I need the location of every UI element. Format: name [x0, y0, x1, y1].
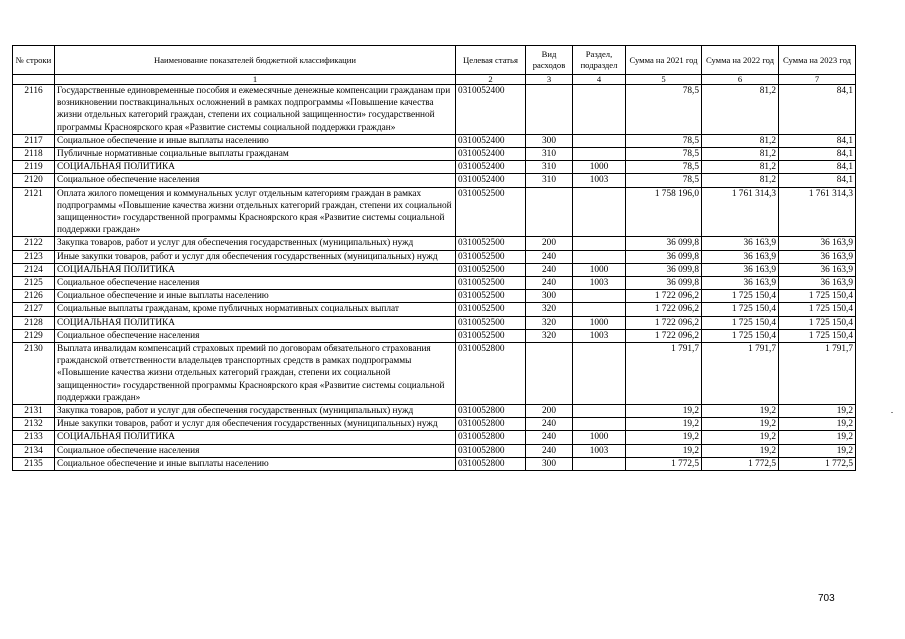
target-article: 0310052500 — [456, 277, 526, 290]
target-article: 0310052400 — [456, 174, 526, 187]
row-number: 2119 — [13, 161, 55, 174]
page-number: 703 — [818, 593, 835, 604]
expense-type: 300 — [526, 457, 573, 470]
sum-2021: 36 099,8 — [626, 277, 702, 290]
expense-type: 240 — [526, 444, 573, 457]
sum-2022: 81,2 — [702, 85, 779, 135]
section-code — [573, 187, 626, 237]
expense-type — [526, 343, 573, 405]
sum-2023: 84,1 — [779, 161, 856, 174]
target-article: 0310052500 — [456, 250, 526, 263]
header-sum-2023: Сумма на 2023 год — [779, 46, 856, 75]
expense-type: 200 — [526, 405, 573, 418]
row-number: 2123 — [13, 250, 55, 263]
sum-2021: 1 722 096,2 — [626, 329, 702, 342]
sum-2022: 81,2 — [702, 174, 779, 187]
header-expense-type: Вид расходов — [526, 46, 573, 75]
table-row — [13, 174, 856, 187]
sum-2022: 1 725 150,4 — [702, 303, 779, 316]
sum-2023: 36 163,9 — [779, 277, 856, 290]
header-sum-2021: Сумма на 2021 год — [626, 46, 702, 75]
target-article: 0310052800 — [456, 444, 526, 457]
target-article: 0310052500 — [456, 303, 526, 316]
header-indicator-name: Наименование показателей бюджетной классификации — [55, 46, 456, 75]
row-number: 2134 — [13, 444, 55, 457]
row-number: 2117 — [13, 134, 55, 147]
expense-type: 300 — [526, 290, 573, 303]
row-number: 2129 — [13, 329, 55, 342]
expense-type: 240 — [526, 431, 573, 444]
sum-2022: 19,2 — [702, 405, 779, 418]
sum-2021: 36 099,8 — [626, 237, 702, 250]
sum-2021: 1 722 096,2 — [626, 303, 702, 316]
table-row — [13, 329, 856, 342]
row-number: 2116 — [13, 85, 55, 135]
section-code — [573, 250, 626, 263]
sum-2023: 1 772,5 — [779, 457, 856, 470]
indicator-name: Закупка товаров, работ и услуг для обеспечения государственных (муниципальных) нужд — [55, 237, 456, 250]
budget-table — [12, 45, 856, 471]
column-number-blank — [13, 75, 55, 85]
indicator-name: СОЦИАЛЬНАЯ ПОЛИТИКА — [55, 161, 456, 174]
row-number: 2127 — [13, 303, 55, 316]
table-row — [13, 290, 856, 303]
target-article: 0310052800 — [456, 405, 526, 418]
target-article: 0310052500 — [456, 329, 526, 342]
sum-2022: 1 725 150,4 — [702, 316, 779, 329]
row-number: 2122 — [13, 237, 55, 250]
column-number: 1 — [55, 75, 456, 85]
section-code — [573, 290, 626, 303]
sum-2023: 1 725 150,4 — [779, 303, 856, 316]
table-row — [13, 303, 856, 316]
sum-2021: 78,5 — [626, 134, 702, 147]
sum-2022: 19,2 — [702, 431, 779, 444]
sum-2022: 36 163,9 — [702, 250, 779, 263]
indicator-name: Иные закупки товаров, работ и услуг для обеспечения государственных (муниципальных) нужд — [55, 418, 456, 431]
table-row — [13, 418, 856, 431]
header-row-number: № строки — [13, 46, 55, 75]
sum-2023: 1 725 150,4 — [779, 329, 856, 342]
sum-2022: 19,2 — [702, 444, 779, 457]
table-row — [13, 316, 856, 329]
sum-2023: 19,2 — [779, 431, 856, 444]
row-number: 2133 — [13, 431, 55, 444]
sum-2021: 78,5 — [626, 161, 702, 174]
indicator-name: Социальное обеспечение населения — [55, 174, 456, 187]
sum-2023: 1 761 314,3 — [779, 187, 856, 237]
target-article: 0310052500 — [456, 316, 526, 329]
row-number: 2118 — [13, 148, 55, 161]
target-article: 0310052500 — [456, 237, 526, 250]
sum-2021: 78,5 — [626, 174, 702, 187]
expense-type: 320 — [526, 303, 573, 316]
sum-2023: 36 163,9 — [779, 237, 856, 250]
sum-2023: 19,2 — [779, 405, 856, 418]
target-article: 0310052500 — [456, 290, 526, 303]
expense-type — [526, 85, 573, 135]
expense-type: 310 — [526, 161, 573, 174]
sum-2022: 81,2 — [702, 148, 779, 161]
sum-2022: 1 791,7 — [702, 343, 779, 405]
row-number: 2120 — [13, 174, 55, 187]
section-code: 1000 — [573, 316, 626, 329]
section-code — [573, 303, 626, 316]
sum-2021: 1 772,5 — [626, 457, 702, 470]
sum-2022: 1 772,5 — [702, 457, 779, 470]
section-code: 1003 — [573, 174, 626, 187]
indicator-name: Закупка товаров, работ и услуг для обеспечения государственных (муниципальных) нужд — [55, 405, 456, 418]
sum-2023: 84,1 — [779, 174, 856, 187]
indicator-name: Социальные выплаты гражданам, кроме публичных нормативных социальных выплат — [55, 303, 456, 316]
section-code: 1000 — [573, 161, 626, 174]
row-number: 2131 — [13, 405, 55, 418]
row-number: 2130 — [13, 343, 55, 405]
table-row — [13, 161, 856, 174]
table-row — [13, 405, 856, 418]
sum-2021: 36 099,8 — [626, 263, 702, 276]
sum-2021: 78,5 — [626, 148, 702, 161]
expense-type: 240 — [526, 263, 573, 276]
indicator-name: Социальное обеспечение и иные выплаты населению — [55, 290, 456, 303]
row-number: 2124 — [13, 263, 55, 276]
sum-2023: 19,2 — [779, 418, 856, 431]
row-number: 2128 — [13, 316, 55, 329]
section-code — [573, 405, 626, 418]
section-code — [573, 237, 626, 250]
table-row — [13, 343, 856, 405]
indicator-name: Социальное обеспечение населения — [55, 277, 456, 290]
table-row — [13, 237, 856, 250]
header-section: Раздел, подраздел — [573, 46, 626, 75]
table-row — [13, 134, 856, 147]
table-row — [13, 187, 856, 237]
row-number: 2121 — [13, 187, 55, 237]
scan-speck — [891, 412, 893, 413]
indicator-name: СОЦИАЛЬНАЯ ПОЛИТИКА — [55, 263, 456, 276]
sum-2022: 36 163,9 — [702, 277, 779, 290]
section-code — [573, 343, 626, 405]
indicator-name: Социальное обеспечение и иные выплаты населению — [55, 457, 456, 470]
expense-type: 240 — [526, 277, 573, 290]
section-code: 1003 — [573, 277, 626, 290]
row-number: 2126 — [13, 290, 55, 303]
sum-2023: 84,1 — [779, 134, 856, 147]
sum-2023: 1 791,7 — [779, 343, 856, 405]
sum-2021: 1 758 196,0 — [626, 187, 702, 237]
expense-type: 310 — [526, 174, 573, 187]
section-code: 1000 — [573, 431, 626, 444]
expense-type — [526, 187, 573, 237]
column-number: 4 — [573, 75, 626, 85]
table-row — [13, 431, 856, 444]
sum-2023: 84,1 — [779, 148, 856, 161]
sum-2021: 19,2 — [626, 418, 702, 431]
expense-type: 240 — [526, 418, 573, 431]
section-code — [573, 148, 626, 161]
sum-2022: 81,2 — [702, 134, 779, 147]
indicator-name: Социальное обеспечение и иные выплаты населению — [55, 134, 456, 147]
sum-2023: 1 725 150,4 — [779, 316, 856, 329]
target-article: 0310052400 — [456, 85, 526, 135]
row-number: 2135 — [13, 457, 55, 470]
target-article: 0310052400 — [456, 134, 526, 147]
expense-type: 200 — [526, 237, 573, 250]
target-article: 0310052400 — [456, 148, 526, 161]
section-code: 1003 — [573, 329, 626, 342]
row-number: 2132 — [13, 418, 55, 431]
indicator-name: Публичные нормативные социальные выплаты гражданам — [55, 148, 456, 161]
expense-type: 310 — [526, 148, 573, 161]
column-number: 6 — [702, 75, 779, 85]
sum-2021: 19,2 — [626, 405, 702, 418]
indicator-name: Выплата инвалидам компенсаций страховых премий по договорам обязательного страхования гражданской ответственности владельцев транспортных средств в рамках подпрограммы «Повышение качества жизни отдельных категорий граждан, степени их социальной защищенности» государственной программы Красноярского края «Развитие системы социальной поддержки граждан» — [55, 343, 456, 405]
sum-2021: 19,2 — [626, 431, 702, 444]
sum-2021: 78,5 — [626, 85, 702, 135]
sum-2023: 84,1 — [779, 85, 856, 135]
column-number: 3 — [526, 75, 573, 85]
table-row — [13, 85, 856, 135]
header-sum-2022: Сумма на 2022 год — [702, 46, 779, 75]
section-code — [573, 85, 626, 135]
expense-type: 300 — [526, 134, 573, 147]
header-row — [13, 46, 856, 75]
column-number: 5 — [626, 75, 702, 85]
column-number: 2 — [456, 75, 526, 85]
indicator-name: Оплата жилого помещения и коммунальных услуг отдельным категориям граждан в рамках подпрограммы «Повышение качества жизни отдельных категорий граждан, степени их социальной защищенности» государственной программы Красноярского края «Развитие системы социальной поддержки граждан» — [55, 187, 456, 237]
target-article: 0310052500 — [456, 263, 526, 276]
row-number: 2125 — [13, 277, 55, 290]
sum-2023: 1 725 150,4 — [779, 290, 856, 303]
sum-2021: 19,2 — [626, 444, 702, 457]
table-row — [13, 277, 856, 290]
section-code: 1003 — [573, 444, 626, 457]
sum-2022: 1 725 150,4 — [702, 290, 779, 303]
expense-type: 320 — [526, 316, 573, 329]
header-target-article: Целевая статья — [456, 46, 526, 75]
target-article: 0310052800 — [456, 418, 526, 431]
table-row — [13, 263, 856, 276]
section-code: 1000 — [573, 263, 626, 276]
section-code — [573, 418, 626, 431]
target-article: 0310052400 — [456, 161, 526, 174]
indicator-name: Социальное обеспечение населения — [55, 444, 456, 457]
sum-2021: 1 791,7 — [626, 343, 702, 405]
sum-2023: 36 163,9 — [779, 263, 856, 276]
table-row — [13, 148, 856, 161]
section-code — [573, 457, 626, 470]
sum-2022: 36 163,9 — [702, 263, 779, 276]
sum-2023: 36 163,9 — [779, 250, 856, 263]
indicator-name: СОЦИАЛЬНАЯ ПОЛИТИКА — [55, 316, 456, 329]
table-row — [13, 250, 856, 263]
column-number-row — [13, 75, 856, 85]
target-article: 0310052500 — [456, 187, 526, 237]
sum-2022: 1 725 150,4 — [702, 329, 779, 342]
section-code — [573, 134, 626, 147]
indicator-name: Иные закупки товаров, работ и услуг для обеспечения государственных (муниципальных) нужд — [55, 250, 456, 263]
sum-2022: 36 163,9 — [702, 237, 779, 250]
sum-2023: 19,2 — [779, 444, 856, 457]
indicator-name: Государственные единовременные пособия и ежемесячные денежные компенсации гражданам при возникновении поствакцинальных осложнений в рамках подпрограммы «Повышение качества жизни отдельных категорий граждан, степени их социальной защищенности» государственной программы Красноярского края «Развитие системы социальной поддержки граждан» — [55, 85, 456, 135]
table-row — [13, 444, 856, 457]
sum-2021: 36 099,8 — [626, 250, 702, 263]
indicator-name: СОЦИАЛЬНАЯ ПОЛИТИКА — [55, 431, 456, 444]
expense-type: 320 — [526, 329, 573, 342]
target-article: 0310052800 — [456, 431, 526, 444]
sum-2022: 81,2 — [702, 161, 779, 174]
target-article: 0310052800 — [456, 457, 526, 470]
target-article: 0310052800 — [456, 343, 526, 405]
sum-2021: 1 722 096,2 — [626, 316, 702, 329]
indicator-name: Социальное обеспечение населения — [55, 329, 456, 342]
expense-type: 240 — [526, 250, 573, 263]
column-number: 7 — [779, 75, 856, 85]
sum-2022: 1 761 314,3 — [702, 187, 779, 237]
table-row — [13, 457, 856, 470]
sum-2021: 1 722 096,2 — [626, 290, 702, 303]
sum-2022: 19,2 — [702, 418, 779, 431]
